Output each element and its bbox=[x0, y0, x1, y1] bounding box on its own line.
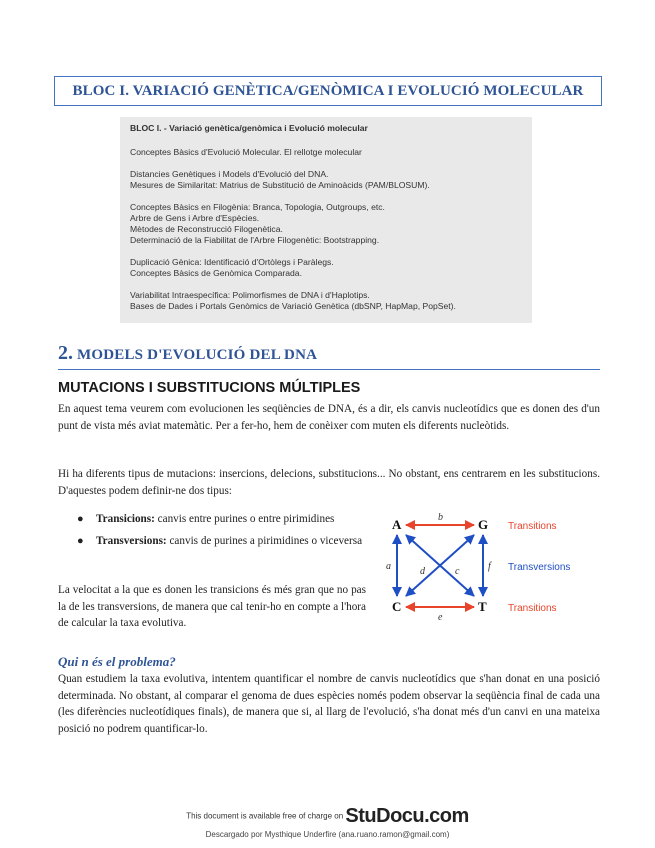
edge-label-d: d bbox=[420, 566, 425, 577]
paragraph-intro: En aquest tema veurem com evolucionen les seqüències de DNA, és a dir, els canvis nucleotídics que es donen des d'un punt de vista més aviat matemàtic. Per a fer-ho, hem de conèixer com muten els diferents nucleòtids. bbox=[58, 403, 600, 432]
section-title: 2. MODELS D'EVOLUCIÓ DEL DNA bbox=[58, 342, 318, 364]
node-a: A bbox=[392, 517, 402, 532]
section-divider bbox=[58, 369, 600, 370]
paragraph-mutations: Hi ha diferents tipus de mutacions: insercions, delecions, substitucions... No obstant, ens centrarem en les substitucions. D'aquestes podem definir-ne dos tipus: bbox=[58, 468, 600, 497]
node-t: T bbox=[478, 599, 487, 614]
legend-transitions-top: Transitions bbox=[508, 521, 557, 532]
list-item: ● Transversions: canvis de purines a pirimidines o viceversa bbox=[80, 533, 370, 550]
edge-label-f: f bbox=[488, 561, 491, 572]
edge-label-e: e bbox=[438, 612, 443, 623]
list-item: ● Transicions: canvis entre purines o entre pirimidines bbox=[80, 511, 370, 528]
summary-heading: BLOC I. - Variació genètica/genòmica i Evolució molecular bbox=[130, 123, 368, 133]
summary-group: Variabilitat Intraespecífica: Polimorfismes de DNA i d'Haplotips. Bases de Dades i Portals Genòmics de Variació Genètica (dbSNP, HapMap, PopSet). bbox=[130, 290, 456, 311]
substitution-diagram bbox=[380, 505, 570, 625]
legend-transitions-bottom: Transitions bbox=[508, 603, 557, 614]
paragraph-problem: Quan estudiem la taxa evolutiva, intentem quantificar el nombre de canvis nucleotídics que s'han donat en una posició determinada. No obstant, al comparar el genoma de dues espècies només podem observar la seqüència final de cada una (les diferències nucleotídiques finals), de manera que si, al llarg de l'evolució, s'ha donat més d'un canvi en una mateixa posició no podrem quantificar-lo. bbox=[58, 673, 600, 735]
summary-box bbox=[120, 117, 532, 323]
bullet-icon: ● bbox=[77, 534, 84, 547]
studocu-logo[interactable]: StuDocu.com bbox=[345, 805, 469, 827]
subsection-title: MUTACIONS I SUBSTITUCIONS MÚLTIPLES bbox=[58, 380, 361, 396]
question-heading: Qui n és el problema? bbox=[58, 654, 176, 669]
substitution-types-list bbox=[77, 511, 370, 554]
summary-group: Distancies Genètiques i Models d'Evolució del DNA. Mesures de Similaritat: Matrius de Substitució de Aminoàcids (PAM/BLOSUM). bbox=[130, 169, 430, 190]
legend-transversions: Transversions bbox=[508, 562, 570, 573]
node-g: G bbox=[478, 517, 489, 532]
summary-group: Conceptes Bàsics en Filogènia: Branca, Topologia, Outgroups, etc. Arbre de Gens i Arbre d'Espècies. Mètodes de Reconstrucció Filogenètica. Determinació de la Fiabilitat de l'Arbre Filogenètic: Bootstrapping. bbox=[130, 202, 385, 245]
footer-download-info: Descargado por Mysthique Underfire (ana.ruano.ramon@gmail.com) bbox=[205, 830, 450, 839]
edge-label-a: a bbox=[386, 561, 391, 572]
summary-group: Conceptes Bàsics d'Evolució Molecular. El rellotge molecular bbox=[130, 147, 362, 157]
bloc-title: BLOC I. VARIACIÓ GENÈTICA/GENÒMICA I EVOLUCIÓ MOLECULAR bbox=[54, 76, 602, 106]
edge-label-c: c bbox=[455, 566, 460, 577]
edge-label-b: b bbox=[438, 512, 443, 523]
footer-availability: This document is available free of charge on StuDocu.com bbox=[186, 805, 469, 827]
paragraph-rate: La velocitat a la que es donen les transicions és més gran que no pas la de les transversions, de manera que cal tenir-ho en compte a l'hora de calcular la taxa evolutiva. bbox=[58, 584, 366, 629]
summary-group: Duplicació Gènica: Identificació d'Ortòlegs i Paràlegs. Conceptes Bàsics de Genòmica Comparada. bbox=[130, 257, 334, 278]
node-c: C bbox=[392, 599, 402, 614]
bullet-icon: ● bbox=[77, 513, 84, 525]
